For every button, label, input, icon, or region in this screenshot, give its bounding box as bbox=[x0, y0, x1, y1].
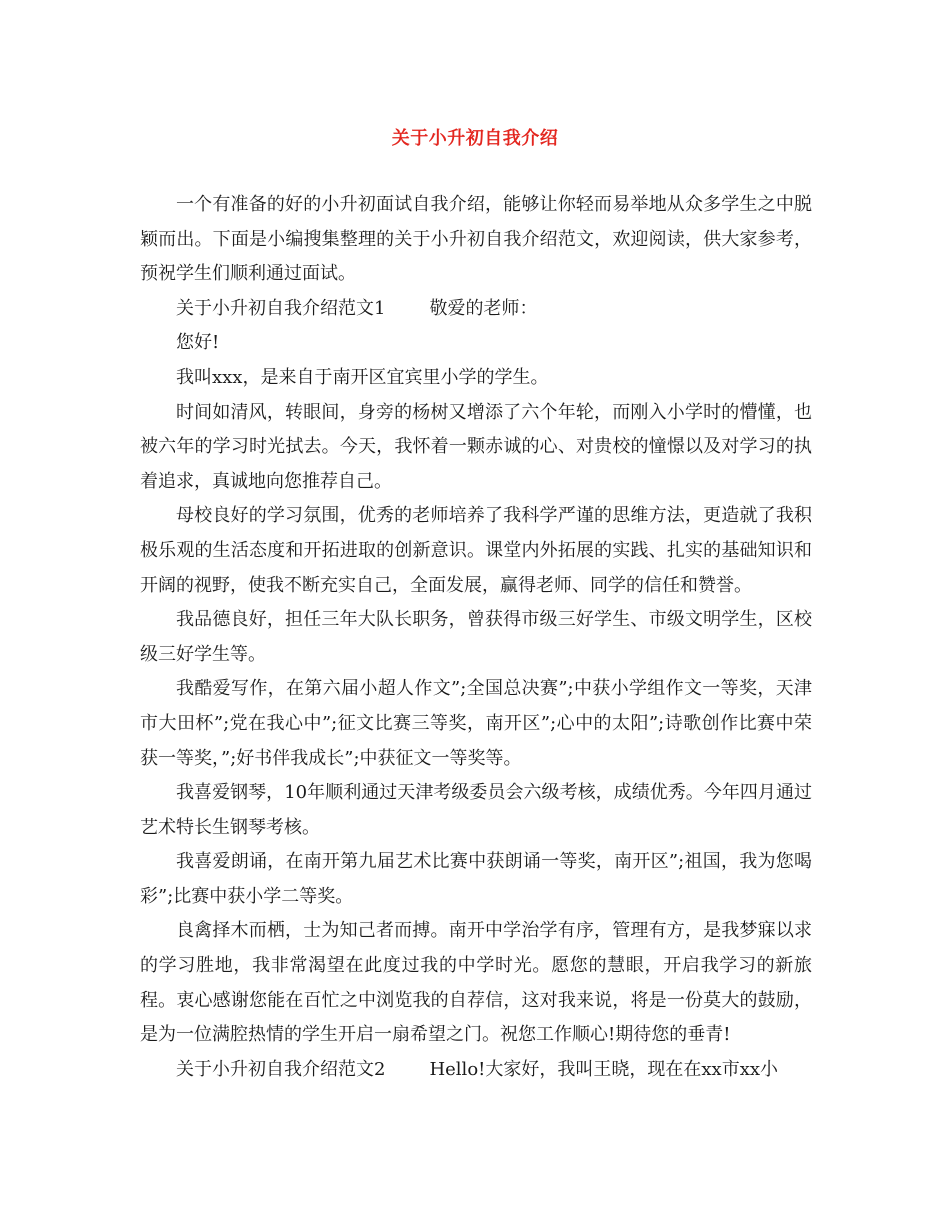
greeting-paragraph: 您好! bbox=[176, 332, 220, 354]
name-paragraph: 我叫xxx，是来自于南开区宜宾里小学的学生。 bbox=[176, 366, 549, 388]
piano-paragraph: 我喜爱钢琴，10年顺利通过天津考级委员会六级考核，成绩优秀。今年四月通过艺术特长生钢琴考核。 bbox=[140, 782, 812, 838]
document-body bbox=[140, 188, 812, 1087]
sample-2-heading-line bbox=[140, 1053, 812, 1088]
recitation-paragraph: 我喜爱朗诵，在南开第九届艺术比赛中获朗诵一等奖，南开区”;祖国，我为您喝彩”;比赛中获小学二等奖。 bbox=[140, 851, 812, 907]
sample-1-heading: 关于小升初自我介绍范文1 bbox=[176, 297, 386, 319]
time-paragraph: 时间如清风，转眼间，身旁的杨树又增添了六个年轮，而刚入小学时的懵懂，也被六年的学习时光拭去。今天，我怀着一颗赤诚的心、对贵校的憧憬以及对学习的执着追求，真诚地向您推荐自己。 bbox=[140, 401, 812, 492]
character-paragraph: 我品德良好，担任三年大队长职务，曾获得市级三好学生、市级文明学生，区校级三好学生等。 bbox=[140, 609, 812, 665]
salutation: 敬爱的老师： bbox=[429, 297, 538, 319]
sample-2-heading: 关于小升初自我介绍范文2 bbox=[176, 1058, 386, 1080]
sample-2-opening: Hello!大家好，我叫王晓，现在在xx市xx小 bbox=[429, 1058, 778, 1080]
document-title: 关于小升初自我介绍 bbox=[391, 128, 559, 149]
school-paragraph: 母校良好的学习氛围，优秀的老师培养了我科学严谨的思维方法，更造就了我积极乐观的生活态度和开拓进取的创新意识。课堂内外拓展的实践、扎实的基础知识和开阔的视野，使我不断充实自己，全面发展，赢得老师、同学的信任和赞誉。 bbox=[140, 505, 812, 596]
intro-paragraph: 一个有准备的好的小升初面试自我介绍，能够让你轻而易举地从众多学生之中脱颖而出。下面是小编搜集整理的关于小升初自我介绍范文，欢迎阅读，供大家参考，预祝学生们顺利通过面试。 bbox=[140, 194, 812, 285]
writing-paragraph: 我酷爱写作，在第六届小超人作文”;全国总决赛”;中获小学组作文一等奖，天津市大田杯”;党在我心中”;征文比赛三等奖，南开区”;心中的太阳”;诗歌创作比赛中荣获一等奖，”;好书伴我成长”;中获征文一等奖等。 bbox=[140, 678, 812, 769]
sample-1-heading-line bbox=[140, 292, 812, 327]
closing-paragraph: 良禽择木而栖，士为知己者而搏。南开中学治学有序，管理有方，是我梦寐以求的学习胜地，我非常渴望在此度过我的中学时光。愿您的慧眼，开启我学习的新旅程。衷心感谢您能在百忙之中浏览我的自荐信，这对我来说，将是一份莫大的鼓励，是为一位满腔热情的学生开启一扇希望之门。祝您工作顺心!期待您的垂青! bbox=[140, 920, 812, 1046]
